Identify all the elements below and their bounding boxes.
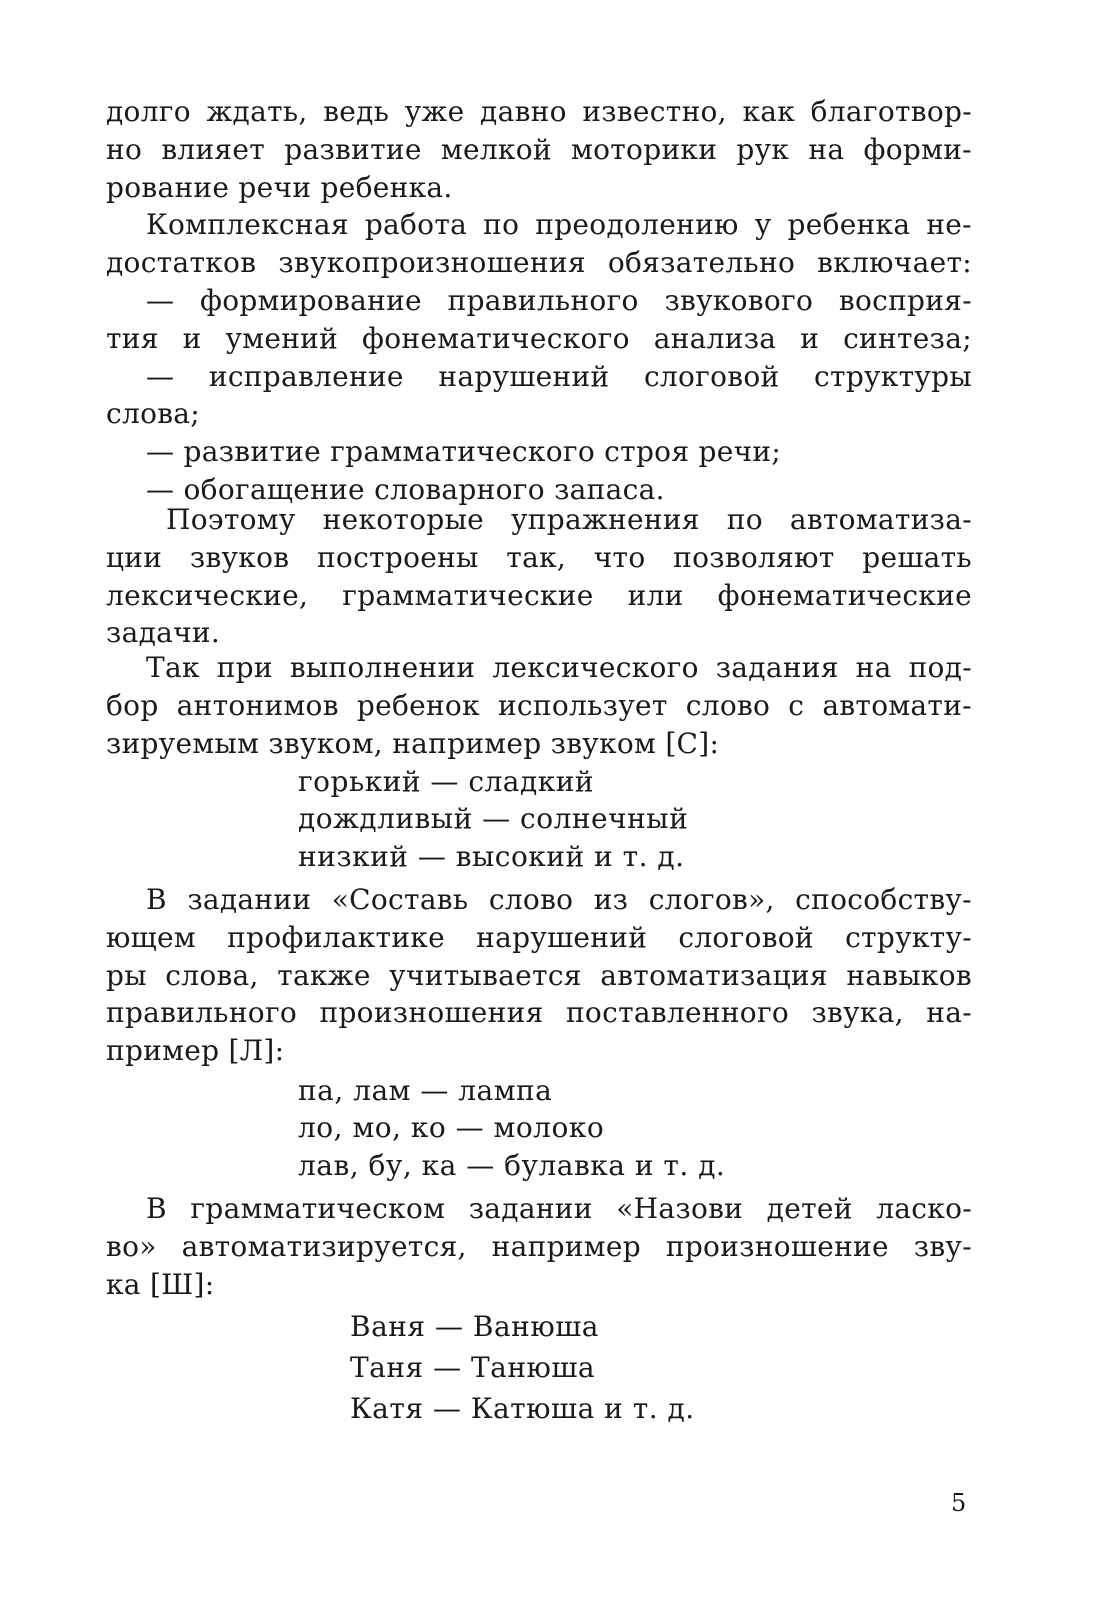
word: известно,: [582, 95, 727, 128]
word: звуков: [189, 540, 290, 574]
word: звукопроизношения: [278, 245, 586, 279]
paragraph-2: [106, 206, 972, 282]
word: рук: [736, 132, 790, 166]
text-line: [106, 577, 972, 615]
word: задании: [187, 883, 312, 916]
word: грамматическом: [190, 1192, 446, 1225]
word: некоторые: [322, 503, 485, 536]
word: слово: [488, 883, 574, 916]
word: грамматические: [342, 578, 594, 612]
word: слогов»,: [648, 883, 775, 916]
text-line: [106, 244, 972, 282]
word: давно: [480, 95, 567, 128]
word: Комплексная: [146, 208, 349, 241]
word: восприя-: [838, 284, 972, 317]
word: ребенка: [787, 208, 911, 241]
word: построены: [316, 540, 479, 574]
word: —: [146, 284, 175, 317]
word: и: [182, 321, 202, 355]
example-line: низкий — высокий и т. д.: [298, 839, 685, 873]
page-number: 5: [951, 1489, 967, 1517]
word: структу-: [845, 920, 972, 954]
list-item: [106, 282, 972, 320]
example-line: дождливый — солнечный: [298, 802, 689, 836]
word: фонематические: [717, 578, 972, 612]
word: ры: [106, 958, 147, 992]
word: лексические,: [106, 578, 309, 612]
text-line: [106, 994, 972, 1032]
word: Так: [146, 651, 200, 684]
word: на-: [926, 996, 972, 1030]
word: преодолению: [535, 208, 739, 241]
word: тия: [106, 321, 159, 355]
word: звука,: [811, 996, 904, 1030]
paragraph-6: [106, 1190, 972, 1303]
word: антонимов: [176, 688, 339, 722]
word: поставленного: [565, 996, 790, 1030]
word: ребенок: [356, 688, 480, 722]
word: развитие: [284, 132, 422, 166]
word: у: [754, 208, 772, 241]
text-line: [106, 93, 972, 131]
word: произношения: [319, 996, 544, 1030]
text-line: [106, 649, 972, 687]
word: с: [788, 688, 805, 722]
word: также: [277, 958, 371, 992]
word: навыков: [846, 958, 972, 992]
word: автоматизируется,: [181, 1229, 467, 1263]
word: ждать,: [206, 95, 308, 128]
word: на: [808, 132, 845, 166]
example-line: лав, бу, ка — булавка и т. д.: [298, 1148, 726, 1182]
example-antonyms: [298, 763, 688, 875]
word: слоговой: [643, 359, 780, 393]
word: достатков: [106, 245, 257, 279]
word: решать: [862, 540, 972, 574]
text-line: ка [Ш]:: [106, 1267, 215, 1301]
text-line: зируемым звуком, например звуком [С]:: [106, 726, 720, 760]
word: анализа: [653, 321, 777, 355]
example-line: ло, мо, ко — молоко: [298, 1111, 605, 1145]
word: и: [800, 321, 820, 355]
word: под-: [908, 651, 972, 684]
word: задании: [468, 1192, 593, 1225]
word: например: [491, 1229, 641, 1263]
paragraph-5: [106, 881, 972, 1070]
text-line: [106, 881, 972, 919]
word: —: [146, 359, 175, 393]
paragraph-3: [106, 501, 972, 652]
example-line: Ваня — Ванюша: [350, 1310, 599, 1343]
word: правильного: [106, 996, 298, 1030]
list-block: [106, 282, 972, 509]
word: нарушений: [438, 359, 610, 393]
word: форми-: [863, 132, 972, 166]
word: включает:: [817, 245, 972, 279]
list-item: — обогащение словарного запаса.: [146, 472, 665, 506]
word: ющем: [106, 920, 196, 954]
word: лексического: [492, 651, 699, 684]
word: во»: [106, 1229, 157, 1263]
text-line: [106, 501, 972, 539]
word: умений: [225, 321, 339, 355]
word: ласко-: [876, 1192, 972, 1225]
word: обязательно: [607, 245, 796, 279]
word: автомати-: [822, 688, 972, 722]
word: по: [726, 503, 763, 536]
text-line: [106, 919, 972, 957]
example-line: па, лам — лампа: [298, 1074, 553, 1107]
text-line: задачи.: [106, 616, 221, 650]
word: зву-: [913, 1229, 972, 1263]
example-line: Катя — Катюша и т. д.: [350, 1392, 695, 1425]
word: автоматиза-: [789, 503, 972, 536]
word: ведь: [323, 95, 390, 128]
word: позволяют: [673, 540, 835, 574]
text-line: [106, 206, 972, 244]
word: Поэтому: [166, 503, 296, 536]
list-item: — развитие грамматического строя речи;: [146, 435, 782, 469]
word: «Составь: [331, 883, 469, 916]
word: работа: [364, 208, 468, 241]
word: «Назови: [616, 1192, 744, 1225]
word: на: [855, 651, 892, 684]
example-line: Таня — Танюша: [350, 1351, 596, 1384]
word: благотвор-: [810, 95, 972, 128]
paragraph-4: [106, 649, 972, 762]
word: влияет: [161, 132, 266, 166]
word: В: [146, 1192, 167, 1225]
text-line: [106, 131, 972, 169]
word: детей: [766, 1192, 853, 1225]
word: нарушений: [476, 920, 648, 954]
word: звукового: [664, 284, 814, 317]
text-line: [106, 687, 972, 725]
word: использует: [497, 688, 668, 722]
word: структуры: [814, 359, 972, 393]
text-line: [106, 1228, 972, 1266]
word: формирование: [200, 284, 422, 317]
word: задания: [715, 651, 839, 684]
text-line: рование речи ребенка.: [106, 170, 453, 204]
text-line: [106, 957, 972, 995]
example-names: [350, 1306, 695, 1429]
list-item-continuation: [106, 320, 972, 358]
word: долго: [106, 95, 191, 128]
word: моторики: [571, 132, 718, 166]
word: фонематического: [362, 321, 630, 355]
word: слово: [685, 688, 771, 722]
word: как: [742, 95, 796, 128]
word: бор: [106, 688, 159, 722]
example-line: горький — сладкий: [298, 765, 595, 798]
word: синтеза;: [843, 321, 972, 355]
paragraph-1: [106, 93, 972, 206]
word: выполнении: [289, 651, 476, 684]
word: профилактике: [227, 920, 445, 954]
example-syllables: [298, 1072, 725, 1184]
word: правильного: [447, 284, 639, 317]
word: автоматизация: [600, 958, 828, 992]
text-line: [106, 1190, 972, 1228]
word: что: [593, 540, 646, 574]
text-line: пример [Л]:: [106, 1034, 285, 1068]
word: учитывается: [389, 958, 582, 992]
word: мелкой: [440, 132, 552, 166]
word: при: [216, 651, 273, 684]
word: произношение: [665, 1229, 889, 1263]
word: не-: [926, 208, 972, 241]
word: из: [593, 883, 629, 916]
word: исправление: [208, 359, 404, 393]
list-item-continuation: слова;: [106, 397, 201, 431]
list-item: [106, 358, 972, 396]
text-line: [106, 539, 972, 577]
word: упражнения: [511, 503, 700, 536]
word: слоговой: [678, 920, 814, 954]
word: но: [106, 132, 143, 166]
word: способству-: [795, 883, 972, 916]
word: или: [627, 578, 684, 612]
word: так,: [506, 540, 567, 574]
word: слова,: [165, 958, 259, 992]
word: по: [483, 208, 520, 241]
word: ции: [106, 540, 163, 574]
word: уже: [404, 95, 465, 128]
word: В: [146, 883, 167, 916]
